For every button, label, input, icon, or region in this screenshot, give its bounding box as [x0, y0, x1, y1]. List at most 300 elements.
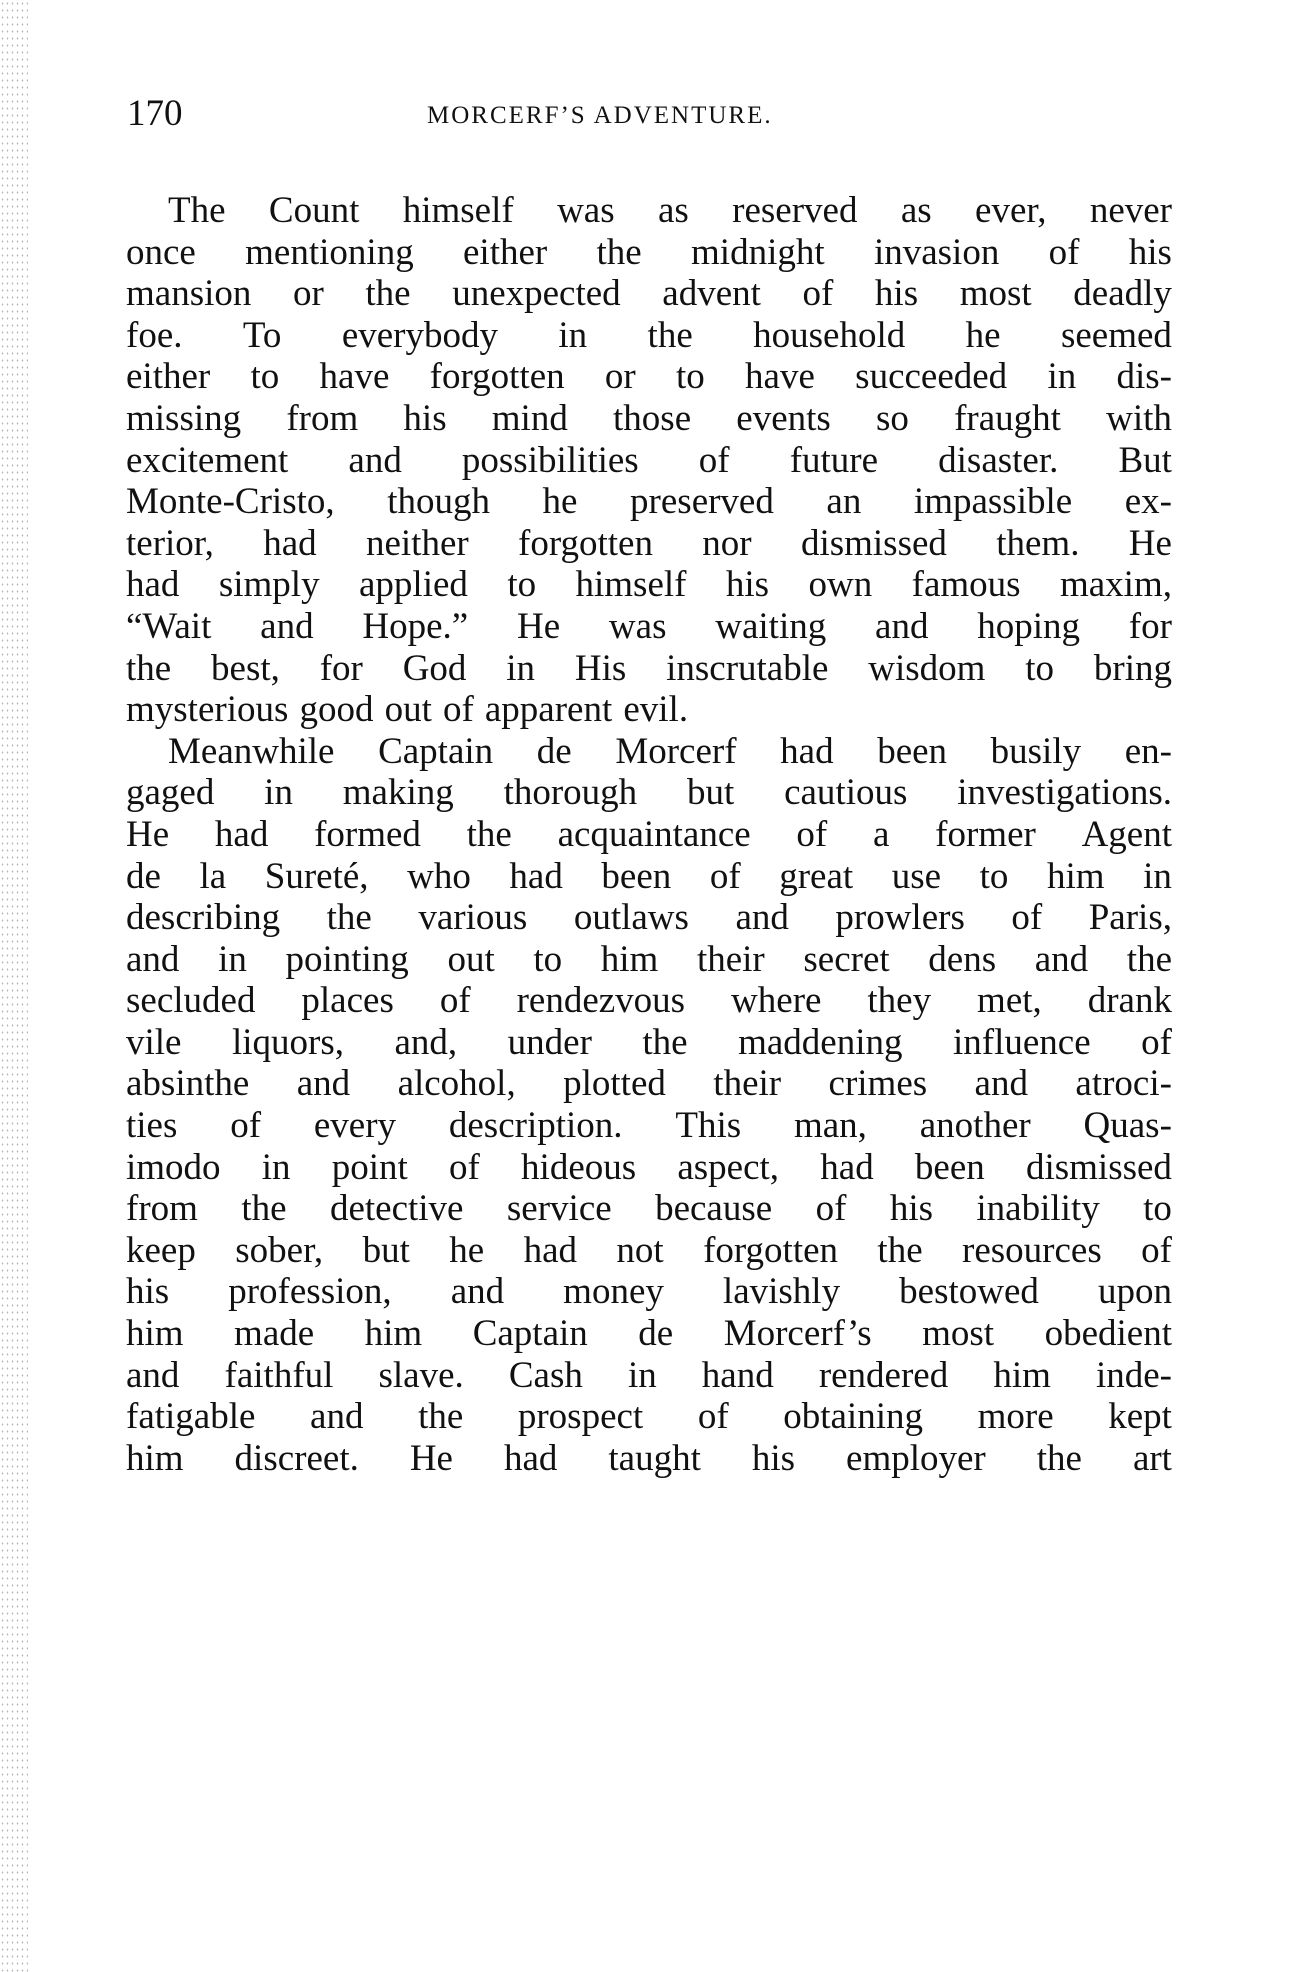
word: of — [709, 855, 741, 897]
page-header — [0, 92, 1307, 142]
word: inde- — [1095, 1354, 1172, 1396]
word: or — [292, 273, 324, 315]
text-line — [126, 273, 1172, 315]
word: forgotten — [429, 356, 565, 398]
word: from — [286, 397, 359, 439]
word: the — [418, 1396, 464, 1438]
word: of — [442, 689, 474, 731]
word: This — [675, 1105, 742, 1147]
word: to — [676, 356, 705, 398]
word: Captain — [472, 1313, 588, 1355]
word: to — [507, 564, 537, 606]
word: of — [1141, 1229, 1172, 1271]
text-line — [126, 1188, 1172, 1230]
word: the — [466, 813, 512, 855]
word: and — [875, 605, 929, 647]
word: to — [1025, 647, 1055, 689]
word: out — [384, 689, 432, 731]
word: Hope.” — [362, 605, 469, 647]
word: for — [1128, 605, 1172, 647]
body-text — [126, 190, 1172, 1479]
word: most — [959, 273, 1032, 315]
word: aspect, — [677, 1146, 780, 1188]
word: the — [642, 1021, 688, 1063]
text-line — [126, 856, 1172, 898]
word: vile — [126, 1021, 182, 1063]
word: he — [542, 481, 578, 523]
word: rendered — [818, 1354, 949, 1396]
word: forgotten — [518, 522, 653, 564]
text-line — [126, 1147, 1172, 1189]
word: lavishly — [722, 1271, 841, 1313]
text-line — [126, 1438, 1172, 1480]
word: unexpected — [452, 273, 621, 315]
text-line — [126, 980, 1172, 1022]
word: mansion — [126, 273, 252, 315]
text-line — [126, 1313, 1172, 1355]
word: en- — [1124, 730, 1172, 772]
word: waiting — [715, 605, 827, 647]
word: famous — [911, 564, 1021, 606]
word: But — [1118, 439, 1172, 481]
word: but — [686, 772, 735, 814]
running-title: MORCERF’S ADVENTURE. — [427, 102, 773, 129]
word: obtaining — [783, 1396, 923, 1438]
word: from — [126, 1188, 198, 1230]
word: kept — [1108, 1396, 1172, 1438]
text-line-content — [126, 648, 1172, 690]
word: absinthe — [126, 1063, 250, 1105]
word: inscrutable — [666, 647, 829, 689]
word: had — [214, 813, 269, 855]
word: of — [1011, 897, 1043, 939]
text-line — [126, 190, 1172, 232]
word: where — [731, 980, 822, 1022]
word: description. — [448, 1105, 623, 1147]
word: have — [319, 356, 390, 398]
word: He — [126, 813, 170, 855]
text-line — [126, 564, 1172, 606]
word: inability — [976, 1188, 1100, 1230]
word: his — [725, 564, 770, 606]
text-line-content — [126, 1022, 1172, 1064]
word: his — [126, 1271, 170, 1313]
word: ex- — [1124, 481, 1172, 523]
word: had — [503, 1437, 558, 1479]
word: more — [977, 1396, 1054, 1438]
word: out — [447, 938, 495, 980]
word: Sureté, — [264, 855, 369, 897]
word: God — [402, 647, 467, 689]
word: been — [877, 730, 948, 772]
text-line-content — [126, 897, 1172, 939]
text-line-content — [126, 1147, 1172, 1189]
word: they — [867, 980, 932, 1022]
text-line — [126, 1230, 1172, 1272]
word: Monte-Cristo, — [126, 481, 335, 523]
word: with — [1106, 397, 1172, 439]
text-line-content — [126, 356, 1172, 398]
word: “Wait — [126, 605, 212, 647]
word: taught — [608, 1437, 701, 1479]
text-line — [126, 1063, 1172, 1105]
word: imodo — [126, 1146, 221, 1188]
word: mysterious — [126, 689, 289, 731]
text-line-content — [126, 440, 1172, 482]
word: a — [872, 813, 890, 855]
text-line-content — [126, 1063, 1172, 1105]
word: simply — [218, 564, 320, 606]
text-line — [126, 523, 1172, 565]
word: of — [802, 273, 834, 315]
text-line-content — [126, 273, 1172, 315]
word: and — [296, 1063, 351, 1105]
word: made — [234, 1313, 315, 1355]
text-line-content — [168, 731, 1172, 773]
word: been — [914, 1146, 985, 1188]
text-line-content — [126, 980, 1172, 1022]
word: his — [874, 273, 919, 315]
word: hoping — [977, 605, 1081, 647]
word: de — [536, 730, 572, 772]
text-line-content — [126, 398, 1172, 440]
word: him — [993, 1354, 1051, 1396]
word: prospect — [517, 1396, 644, 1438]
text-line — [126, 606, 1172, 648]
text-line-content — [126, 1230, 1172, 1272]
word: he — [965, 314, 1001, 356]
word: every — [313, 1105, 397, 1147]
text-line — [126, 315, 1172, 357]
word: though — [387, 481, 490, 523]
word: ever, — [975, 190, 1047, 231]
text-line-content — [126, 606, 1172, 648]
word: events — [736, 397, 831, 439]
word: mind — [491, 397, 568, 439]
word: outlaws — [573, 897, 689, 939]
word: use — [891, 855, 942, 897]
word: the — [877, 1229, 923, 1271]
text-line — [126, 481, 1172, 523]
text-line-content — [126, 481, 1172, 523]
word: maxim, — [1059, 564, 1172, 606]
text-line-content — [126, 689, 1172, 731]
word: in — [264, 772, 293, 814]
word: and — [126, 1354, 180, 1396]
word: either — [126, 356, 211, 398]
text-line-content — [126, 232, 1172, 274]
word: of — [1141, 1021, 1172, 1063]
word: employer — [846, 1437, 986, 1479]
word: was — [557, 190, 615, 231]
text-line — [126, 398, 1172, 440]
word: prowlers — [835, 897, 965, 939]
word: had — [126, 564, 180, 606]
word: thorough — [503, 772, 638, 814]
word: Agent — [1081, 813, 1172, 855]
word: as — [900, 190, 932, 231]
word: Count — [268, 190, 360, 231]
word: either — [463, 231, 548, 273]
word: those — [613, 397, 692, 439]
text-line — [126, 440, 1172, 482]
word: the — [1036, 1437, 1082, 1479]
word: excitement — [126, 439, 289, 481]
text-line — [126, 731, 1172, 773]
word: their — [696, 938, 765, 980]
word: dens — [928, 938, 997, 980]
word: nor — [702, 522, 752, 564]
word: money — [563, 1271, 664, 1313]
word: of — [230, 1105, 262, 1147]
word: Morcerf — [615, 730, 737, 772]
word: the — [326, 897, 372, 939]
word: de — [638, 1313, 674, 1355]
word: busily — [990, 730, 1082, 772]
word: apparent — [484, 689, 613, 731]
word: of — [815, 1188, 847, 1230]
word: and — [450, 1271, 505, 1313]
word: an — [826, 481, 862, 523]
word: plotted — [563, 1063, 666, 1105]
word: in — [1047, 356, 1077, 398]
word: alcohol, — [397, 1063, 516, 1105]
word: him — [126, 1437, 184, 1479]
word: of — [439, 980, 471, 1022]
word: had — [523, 1229, 577, 1271]
word: disaster. — [938, 439, 1059, 481]
word: to — [250, 356, 280, 398]
word: of — [796, 813, 828, 855]
word: discreet. — [234, 1437, 359, 1479]
text-line-content — [168, 190, 1172, 232]
text-line-content — [126, 1355, 1172, 1397]
word: obedient — [1044, 1313, 1172, 1355]
word: was — [608, 605, 667, 647]
text-line — [126, 814, 1172, 856]
word: applied — [359, 564, 468, 606]
word: Quas- — [1083, 1105, 1172, 1147]
text-line — [126, 1022, 1172, 1064]
word: in — [627, 1354, 657, 1396]
word: de — [126, 855, 161, 897]
text-line — [126, 689, 1172, 731]
text-line — [126, 772, 1172, 814]
word: their — [713, 1063, 782, 1105]
word: secret — [803, 938, 890, 980]
word: preserved — [630, 481, 774, 523]
word: seemed — [1060, 314, 1172, 356]
word: The — [168, 190, 226, 231]
word: as — [657, 190, 689, 231]
page-number: 170 — [127, 93, 183, 134]
word: the — [241, 1188, 287, 1230]
word: not — [616, 1229, 664, 1271]
text-line-content — [126, 856, 1172, 898]
word: secluded — [126, 980, 256, 1022]
word: him — [600, 938, 659, 980]
word: midnight — [691, 231, 825, 273]
word: Meanwhile — [168, 730, 335, 772]
text-line-content — [126, 315, 1172, 357]
word: slave. — [378, 1354, 464, 1396]
word: met, — [977, 980, 1042, 1022]
text-line-content — [126, 1396, 1172, 1438]
word: upon — [1097, 1271, 1172, 1313]
word: hand — [701, 1354, 774, 1396]
word: atroci- — [1075, 1063, 1172, 1105]
word: the — [647, 314, 693, 356]
text-line-content — [126, 814, 1172, 856]
word: man, — [793, 1105, 867, 1147]
word: had — [780, 730, 834, 772]
word: describing — [126, 897, 281, 939]
word: ties — [126, 1105, 178, 1147]
word: because — [655, 1188, 773, 1230]
word: deadly — [1073, 273, 1172, 315]
word: and — [260, 605, 314, 647]
word: great — [779, 855, 854, 897]
word: bestowed — [899, 1271, 1039, 1313]
word: of — [449, 1146, 480, 1188]
word: his — [403, 397, 447, 439]
text-line-content — [126, 1188, 1172, 1230]
word: Cash — [508, 1354, 583, 1396]
word: good — [299, 689, 374, 731]
word: former — [935, 813, 1036, 855]
word: places — [301, 980, 394, 1022]
word: to — [979, 855, 1009, 897]
word: detective — [329, 1188, 464, 1230]
word: service — [506, 1188, 612, 1230]
text-line-content — [126, 939, 1172, 981]
word: and — [310, 1396, 364, 1438]
text-line — [126, 1396, 1172, 1438]
word: possibilities — [461, 439, 639, 481]
word: art — [1132, 1437, 1172, 1479]
word: terior, — [126, 522, 214, 564]
word: pointing — [285, 938, 409, 980]
word: had — [820, 1146, 874, 1188]
word: Morcerf’s — [723, 1313, 872, 1355]
text-line — [126, 1105, 1172, 1147]
word: in — [218, 938, 247, 980]
word: formed — [314, 813, 421, 855]
word: had — [509, 855, 563, 897]
word: evil. — [623, 689, 689, 731]
word: the — [126, 647, 172, 689]
word: and — [735, 897, 789, 939]
text-line — [126, 1271, 1172, 1313]
word: had — [263, 522, 317, 564]
word: own — [808, 564, 873, 606]
word: him — [364, 1313, 423, 1355]
word: bring — [1093, 647, 1172, 689]
word: in — [261, 1146, 291, 1188]
word: la — [199, 855, 227, 897]
word: of — [1048, 231, 1080, 273]
word: his — [751, 1437, 796, 1479]
word: point — [331, 1146, 408, 1188]
word: been — [601, 855, 672, 897]
word: but — [362, 1229, 410, 1271]
word: acquaintance — [557, 813, 751, 855]
text-line — [126, 897, 1172, 939]
word: keep — [126, 1229, 196, 1271]
word: who — [407, 855, 471, 897]
word: He — [1128, 522, 1172, 564]
text-line — [126, 356, 1172, 398]
word: neither — [365, 522, 469, 564]
word: to — [533, 938, 563, 980]
word: forgotten — [703, 1229, 839, 1271]
word: wisdom — [868, 647, 986, 689]
word: of — [697, 1396, 729, 1438]
word: the — [1126, 938, 1172, 980]
word: another — [919, 1105, 1031, 1147]
text-line-content — [126, 1313, 1172, 1355]
word: He — [409, 1437, 453, 1479]
word: in — [558, 314, 588, 356]
word: rendezvous — [516, 980, 686, 1022]
word: him — [126, 1313, 184, 1355]
word: best, — [211, 647, 280, 689]
word: His — [574, 647, 627, 689]
word: He — [516, 605, 561, 647]
word: hideous — [521, 1146, 637, 1188]
word: and — [126, 938, 180, 980]
text-line — [126, 939, 1172, 981]
text-line-content — [126, 523, 1172, 565]
word: crimes — [828, 1063, 928, 1105]
word: maddening — [738, 1021, 903, 1063]
text-line — [126, 648, 1172, 690]
word: everybody — [341, 314, 498, 356]
word: gaged — [126, 772, 215, 814]
word: cautious — [784, 772, 908, 814]
word: dismissed — [1025, 1146, 1172, 1188]
word: profession, — [228, 1271, 392, 1313]
word: the — [596, 231, 642, 273]
word: his — [1128, 231, 1172, 273]
word: most — [922, 1313, 995, 1355]
text-line — [126, 232, 1172, 274]
word: once — [126, 231, 196, 273]
word: various — [418, 897, 528, 939]
word: them. — [996, 522, 1080, 564]
word: future — [789, 439, 879, 481]
text-line-content — [126, 772, 1172, 814]
word: his — [889, 1188, 933, 1230]
word: invasion — [873, 231, 1000, 273]
text-line — [126, 1355, 1172, 1397]
word: and, — [394, 1021, 458, 1063]
word: and — [348, 439, 402, 481]
word: and — [1034, 938, 1089, 980]
word: for — [319, 647, 363, 689]
word: dismissed — [800, 522, 947, 564]
word: influence — [952, 1021, 1091, 1063]
word: in — [506, 647, 536, 689]
word: fatigable — [126, 1396, 256, 1438]
word: fraught — [954, 397, 1061, 439]
word: never — [1089, 190, 1172, 231]
word: or — [604, 356, 636, 398]
word: making — [342, 772, 454, 814]
word: under — [507, 1021, 592, 1063]
word: sober, — [235, 1229, 324, 1271]
word: To — [242, 314, 282, 356]
